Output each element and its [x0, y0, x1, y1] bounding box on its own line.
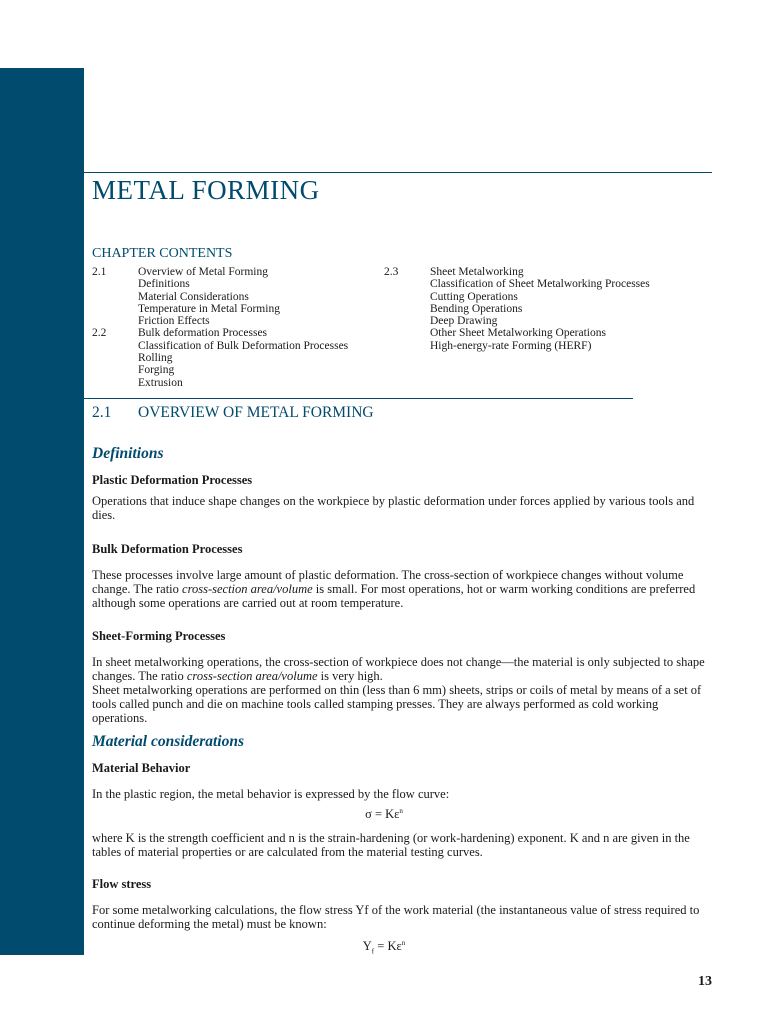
page-number: 13	[698, 974, 712, 989]
strength-coefficient-text: where K is the strength coefficient and n is the strain-hardening (or work-hardening) exponent. K and n are given in the tables of material properties or are calculated from the material testing curves.	[92, 831, 690, 859]
flow-stress-text: For some metalworking calculations, the flow stress Yf of the work material (the instantaneous value of stress required to continue deforming the metal) must be known:	[92, 903, 700, 931]
definitions-heading: Definitions	[92, 445, 164, 462]
plastic-deformation-text: Operations that induce shape changes on the workpiece by plastic deformation under forces applied by various tools and dies.	[92, 494, 695, 522]
toc-item[interactable]: High-energy-rate Forming (HERF)	[430, 339, 592, 352]
toc-right-column	[384, 266, 650, 352]
toc-item[interactable]: Other Sheet Metalworking Operations	[430, 327, 606, 340]
toc-item[interactable]: 2.2 Bulk deformation Processes	[92, 327, 268, 340]
section-heading	[92, 404, 374, 422]
sheet-forming-text: In sheet metalworking operations, the cross-section of workpiece does not change—the material is only subjected to shape changes. The ratio cross-section area/volume is very high. Sheet metalworking operations are performed on thin (less than 6 mm) sheets, strips or coils of metal by means of a set of tools called punch and die on machine tools called stamping presses. They are always performed as cold working operations.	[92, 655, 705, 725]
toc-item[interactable]: Deep Drawing	[430, 315, 498, 328]
flow-curve-equation: $\sigma = K\varepsilon^n$	[365, 807, 403, 822]
toc-item[interactable]: 2.3 Sheet Metalworking	[384, 266, 524, 278]
toc-item[interactable]: Material Considerations	[138, 290, 249, 303]
toc-item[interactable]: Forging	[138, 364, 175, 377]
toc-item[interactable]: Bending Operations	[430, 302, 523, 315]
section-title: OVERVIEW OF METAL FORMING	[138, 404, 374, 421]
flow-stress-title: Flow stress	[92, 877, 152, 891]
material-considerations-heading: Material considerations	[92, 733, 245, 750]
section-rule	[84, 398, 633, 399]
toc-item[interactable]: Rolling	[138, 352, 173, 365]
sheet-forming-title: Sheet-Forming Processes	[92, 629, 226, 643]
toc-left-column	[92, 266, 348, 389]
toc-item[interactable]: 2.1 Overview of Metal Forming	[92, 266, 268, 278]
toc-item[interactable]: Classification of Sheet Metalworking Processes	[430, 278, 650, 291]
toc-item[interactable]: Extrusion	[138, 376, 183, 389]
chapter-title-rule	[84, 172, 712, 173]
material-behavior-title: Material Behavior	[92, 761, 191, 775]
toc-item[interactable]: Temperature in Metal Forming	[138, 302, 280, 315]
bulk-deformation-text: These processes involve large amount of plastic deformation. The cross-section of workpiece changes without volume change. The ratio cross-section area/volume is small. For most operations, hot or warm working conditions are preferred although some operations are carried out at room temperature.	[92, 568, 696, 610]
chapter-contents-heading: CHAPTER CONTENTS	[92, 246, 233, 261]
toc-item[interactable]: Classification of Bulk Deformation Processes	[138, 339, 349, 352]
flow-stress-equation: $Y_f = K\varepsilon^n$	[362, 939, 406, 956]
toc-item[interactable]: Definitions	[138, 278, 190, 291]
bulk-deformation-title: Bulk Deformation Processes	[92, 542, 243, 556]
chapter-number: 2	[38, 163, 58, 208]
plastic-deformation-title: Plastic Deformation Processes	[92, 473, 253, 487]
toc-item[interactable]: Friction Effects	[138, 315, 210, 328]
section-number: 2.1	[92, 404, 112, 421]
chapter-title: METAL FORMING	[92, 175, 320, 205]
material-behavior-text: In the plastic region, the metal behavior is expressed by the flow curve:	[92, 787, 450, 801]
toc-item[interactable]: Cutting Operations	[430, 290, 518, 303]
